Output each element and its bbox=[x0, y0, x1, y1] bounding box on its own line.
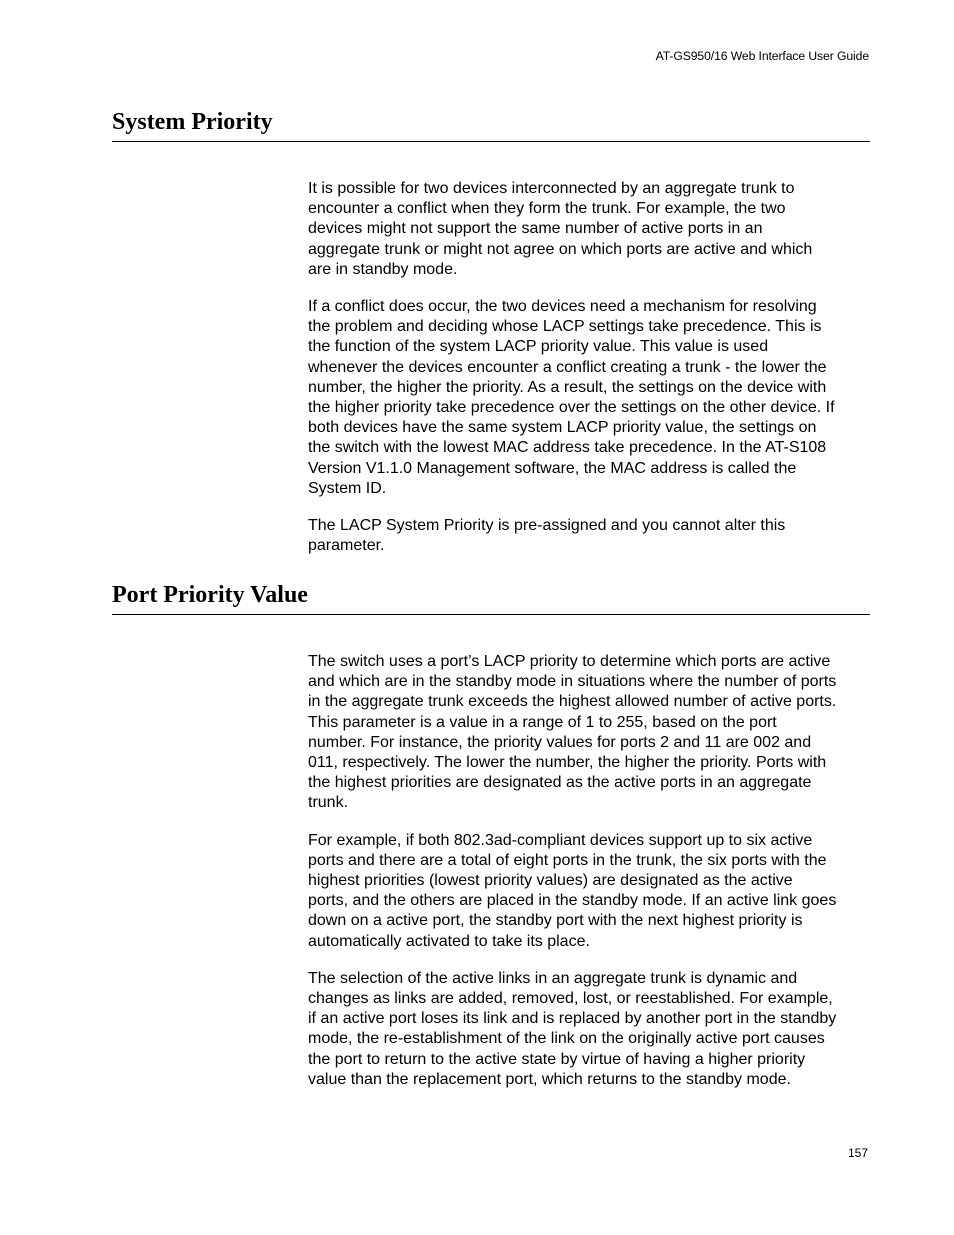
section-body-system-priority bbox=[308, 179, 870, 573]
section-system-priority bbox=[112, 107, 870, 142]
paragraph: The switch uses a port’s LACP priority to determine which ports are active and which are in the standby mode in situations where the number of ports in the aggregate trunk exceeds the highest allowed number of active ports. This parameter is a value in a range of 1 to 255, based on the port number. For instance, the priority values for ports 2 and 11 are 002 and 011, respectively. The lower the number, the higher the priority. Ports with the highest priorities are designated as the active ports in an aggregate trunk. bbox=[308, 653, 837, 812]
section-heading: System Priority bbox=[112, 109, 273, 135]
paragraph: The LACP System Priority is pre-assigned and you cannot alter this parameter. bbox=[308, 517, 786, 555]
section-heading: Port Priority Value bbox=[112, 582, 308, 608]
heading-rule bbox=[112, 614, 870, 615]
paragraph: If a conflict does occur, the two devices need a mechanism for resolving the problem and deciding whose LACP settings take precedence. This is the function of the system LACP priority value. This value is used whenever the devices encounter a conflict creating a trunk - the lower the number, the higher the priority. As a result, the settings on the device with the higher priority take precedence over the settings on the other device. If both devices have the same system LACP priority value, the settings on the switch with the lowest MAC address take precedence. In the AT-S108 Version V1.1.0 Management software, the MAC address is called the System ID. bbox=[308, 298, 835, 497]
paragraph: The selection of the active links in an aggregate trunk is dynamic and changes as links are added, removed, lost, or reestablished. For example, if an active port loses its link and is replaced by another port in the standby mode, the re-establishment of the link on the originally active port causes the port to return to the active state by virtue of having a higher priority value than the replacement port, which returns to the standby mode. bbox=[308, 969, 837, 1088]
page-number: 157 bbox=[847, 1146, 868, 1160]
paragraph: For example, if both 802.3ad-compliant devices support up to six active ports and there are a total of eight ports in the trunk, the six ports with the highest priorities (lowest priority values) are designated as the active ports, and the others are placed in the standby mode. If an active link goes down on a active port, the standby port with the next highest priority is automatically activated to take its place. bbox=[308, 831, 837, 950]
section-body-port-priority-value bbox=[308, 652, 870, 1107]
section-port-priority-value bbox=[112, 580, 870, 615]
running-header: AT-GS950/16 Web Interface User Guide bbox=[655, 49, 869, 63]
paragraph: It is possible for two devices interconnected by an aggregate trunk to encounter a conflict when they form the trunk. For example, the two devices might not support the same number of active ports in an aggregate trunk or might not agree on which ports are active and which are in standby mode. bbox=[308, 180, 813, 278]
heading-rule bbox=[112, 141, 870, 142]
